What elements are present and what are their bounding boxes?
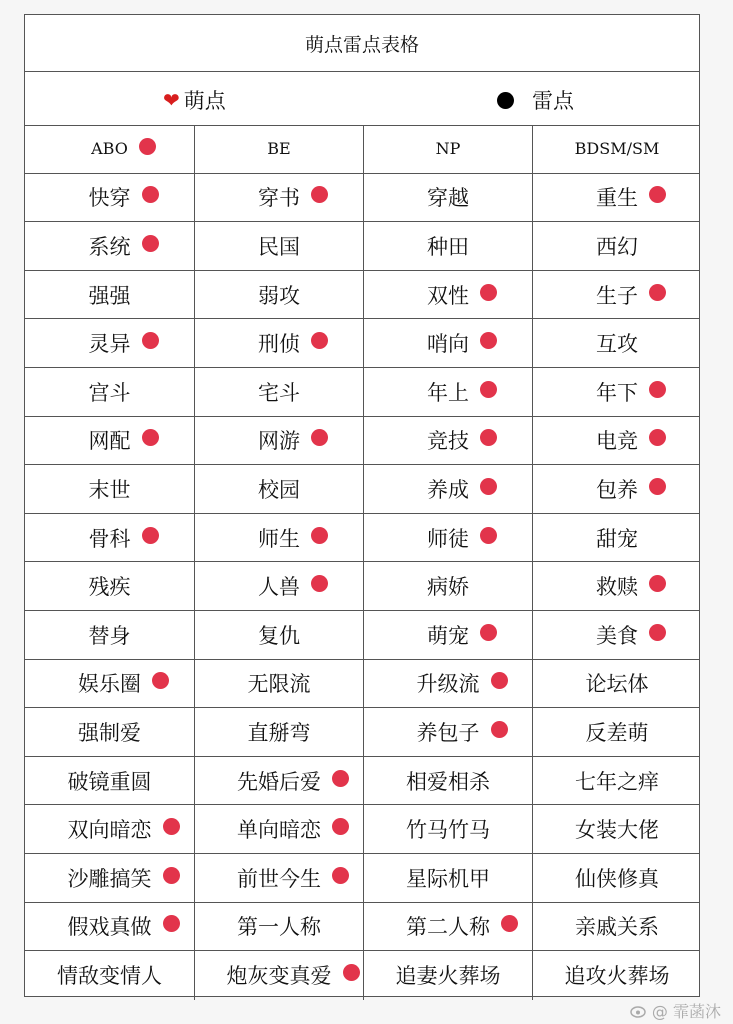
weibo-icon <box>630 1004 648 1018</box>
table-cell: 追攻火葬场 <box>532 951 701 1000</box>
table-cell: 电竞 <box>532 417 701 465</box>
table-cell: 替身 <box>88 623 131 648</box>
table-row <box>25 660 699 709</box>
table-row <box>25 562 699 611</box>
dislike-marker-dot <box>332 818 349 835</box>
dislike-marker-dot <box>163 915 180 932</box>
dislike-marker-dot <box>649 478 666 495</box>
table-cell: 末世 <box>88 477 131 502</box>
table-cell: 论坛体 <box>532 660 701 708</box>
legend-dislike <box>497 85 574 115</box>
table-cell: 民国 <box>194 222 363 270</box>
heart-icon: ❤ <box>163 88 180 112</box>
dislike-marker-dot <box>649 575 666 592</box>
table-row <box>25 514 699 563</box>
tag-grid <box>25 125 699 1000</box>
dislike-marker-dot <box>139 138 156 155</box>
dislike-marker-dot <box>649 284 666 301</box>
table-cell: 无限流 <box>194 660 363 708</box>
table-cell: 养包子 <box>363 708 532 756</box>
table-cell: 升级流 <box>363 660 532 708</box>
table-row <box>25 319 699 368</box>
table-cell: 竞技 <box>363 417 532 465</box>
table-cell: 骨科 <box>88 526 131 551</box>
table-cell: 炮灰变真爱 <box>194 951 363 1000</box>
dislike-marker-dot <box>163 867 180 884</box>
table-cell: 沙雕搞笑 <box>67 866 152 891</box>
table-cell: 人兽 <box>194 562 363 610</box>
table-row <box>25 465 699 514</box>
dislike-marker-dot <box>311 527 328 544</box>
header-row <box>25 125 699 174</box>
dislike-marker-dot <box>163 818 180 835</box>
table-cell: 弱攻 <box>194 271 363 319</box>
table-cell: 甜宠 <box>532 514 701 562</box>
table-cell: 美食 <box>532 611 701 659</box>
table-cell: 残疾 <box>88 575 131 600</box>
table-cell: 萌宠 <box>363 611 532 659</box>
table-cell: 年上 <box>363 368 532 416</box>
table-cell: 刑侦 <box>194 319 363 367</box>
table-cell: 第一人称 <box>194 903 363 951</box>
table-cell: 双向暗恋 <box>67 818 152 843</box>
dislike-marker-dot <box>480 624 497 641</box>
table-cell: 养成 <box>363 465 532 513</box>
table-cell: 反差萌 <box>532 708 701 756</box>
dislike-marker-dot <box>343 964 360 981</box>
table-cell: 情敌变情人 <box>57 964 162 989</box>
dislike-marker-dot <box>649 624 666 641</box>
table-cell: 网配 <box>88 429 131 454</box>
dislike-marker-dot <box>142 527 159 544</box>
dislike-marker-dot <box>142 332 159 349</box>
table-row <box>25 805 699 854</box>
dislike-marker-dot <box>311 575 328 592</box>
table-cell: 种田 <box>363 222 532 270</box>
table-row <box>25 854 699 903</box>
table-cell: 复仇 <box>194 611 363 659</box>
table-cell: 重生 <box>532 174 701 222</box>
table-row <box>25 368 699 417</box>
table-cell: 系统 <box>88 234 131 259</box>
table-row <box>25 951 699 1000</box>
table-cell: 先婚后爱 <box>194 757 363 805</box>
dislike-marker-dot <box>480 527 497 544</box>
table-cell: 师生 <box>194 514 363 562</box>
table-cell: 年下 <box>532 368 701 416</box>
dislike-marker-dot <box>491 721 508 738</box>
table-cell: BDSM/SM <box>532 125 701 173</box>
dislike-marker-dot <box>491 672 508 689</box>
table-cell: 双性 <box>363 271 532 319</box>
table-cell: 相爱相杀 <box>363 757 532 805</box>
dislike-marker-dot <box>480 478 497 495</box>
preference-table <box>24 14 700 997</box>
table-cell: 生子 <box>532 271 701 319</box>
table-row <box>25 417 699 466</box>
table-cell: 师徒 <box>363 514 532 562</box>
table-cell: 假戏真做 <box>67 915 152 940</box>
table-cell: 星际机甲 <box>363 854 532 902</box>
dislike-marker-dot <box>480 381 497 398</box>
table-row <box>25 757 699 806</box>
table-cell: 互攻 <box>532 319 701 367</box>
table-cell: 强强 <box>88 283 131 308</box>
table-cell: ABO <box>91 139 128 159</box>
table-row <box>25 174 699 223</box>
table-cell: 哨向 <box>363 319 532 367</box>
black-dot-icon <box>497 92 514 109</box>
table-row <box>25 708 699 757</box>
table-cell: 七年之痒 <box>532 757 701 805</box>
table-title: 萌点雷点表格 <box>25 15 699 72</box>
dislike-marker-dot <box>649 381 666 398</box>
table-cell: 快穿 <box>88 186 131 211</box>
table-cell: 破镜重圆 <box>67 769 152 794</box>
legend-dislike-label: 雷点 <box>532 89 574 113</box>
table-row <box>25 903 699 952</box>
legend-like <box>163 85 226 115</box>
table-cell: 穿书 <box>194 174 363 222</box>
table-cell: 第二人称 <box>363 903 532 951</box>
table-cell: 宫斗 <box>88 380 131 405</box>
dislike-marker-dot <box>142 429 159 446</box>
dislike-marker-dot <box>142 186 159 203</box>
dislike-marker-dot <box>332 867 349 884</box>
table-cell: 前世今生 <box>194 854 363 902</box>
table-cell: 病娇 <box>363 562 532 610</box>
table-cell: 单向暗恋 <box>194 805 363 853</box>
table-cell: 包养 <box>532 465 701 513</box>
table-cell: 宅斗 <box>194 368 363 416</box>
table-cell: 竹马竹马 <box>363 805 532 853</box>
table-row <box>25 222 699 271</box>
table-cell: 校园 <box>194 465 363 513</box>
table-cell: NP <box>363 125 532 173</box>
table-cell: 网游 <box>194 417 363 465</box>
table-cell: 娱乐圈 <box>78 672 141 697</box>
dislike-marker-dot <box>332 770 349 787</box>
dislike-marker-dot <box>480 284 497 301</box>
table-cell: 强制爱 <box>78 720 141 745</box>
table-cell: 西幻 <box>532 222 701 270</box>
table-cell: BE <box>194 125 363 173</box>
table-cell: 亲戚关系 <box>532 903 701 951</box>
weibo-watermark <box>630 999 721 1022</box>
table-cell: 穿越 <box>363 174 532 222</box>
table-cell: 救赎 <box>532 562 701 610</box>
table-row <box>25 271 699 320</box>
table-cell: 仙侠修真 <box>532 854 701 902</box>
table-cell: 女装大佬 <box>532 805 701 853</box>
legend-like-label: 萌点 <box>183 89 226 113</box>
table-row <box>25 611 699 660</box>
legend-row <box>25 71 699 126</box>
table-cell: 灵异 <box>88 332 131 357</box>
watermark-text: @ 霏菡沐 <box>651 1002 721 1021</box>
table-cell: 直掰弯 <box>194 708 363 756</box>
dislike-marker-dot <box>142 235 159 252</box>
table-cell: 追妻火葬场 <box>363 951 532 1000</box>
